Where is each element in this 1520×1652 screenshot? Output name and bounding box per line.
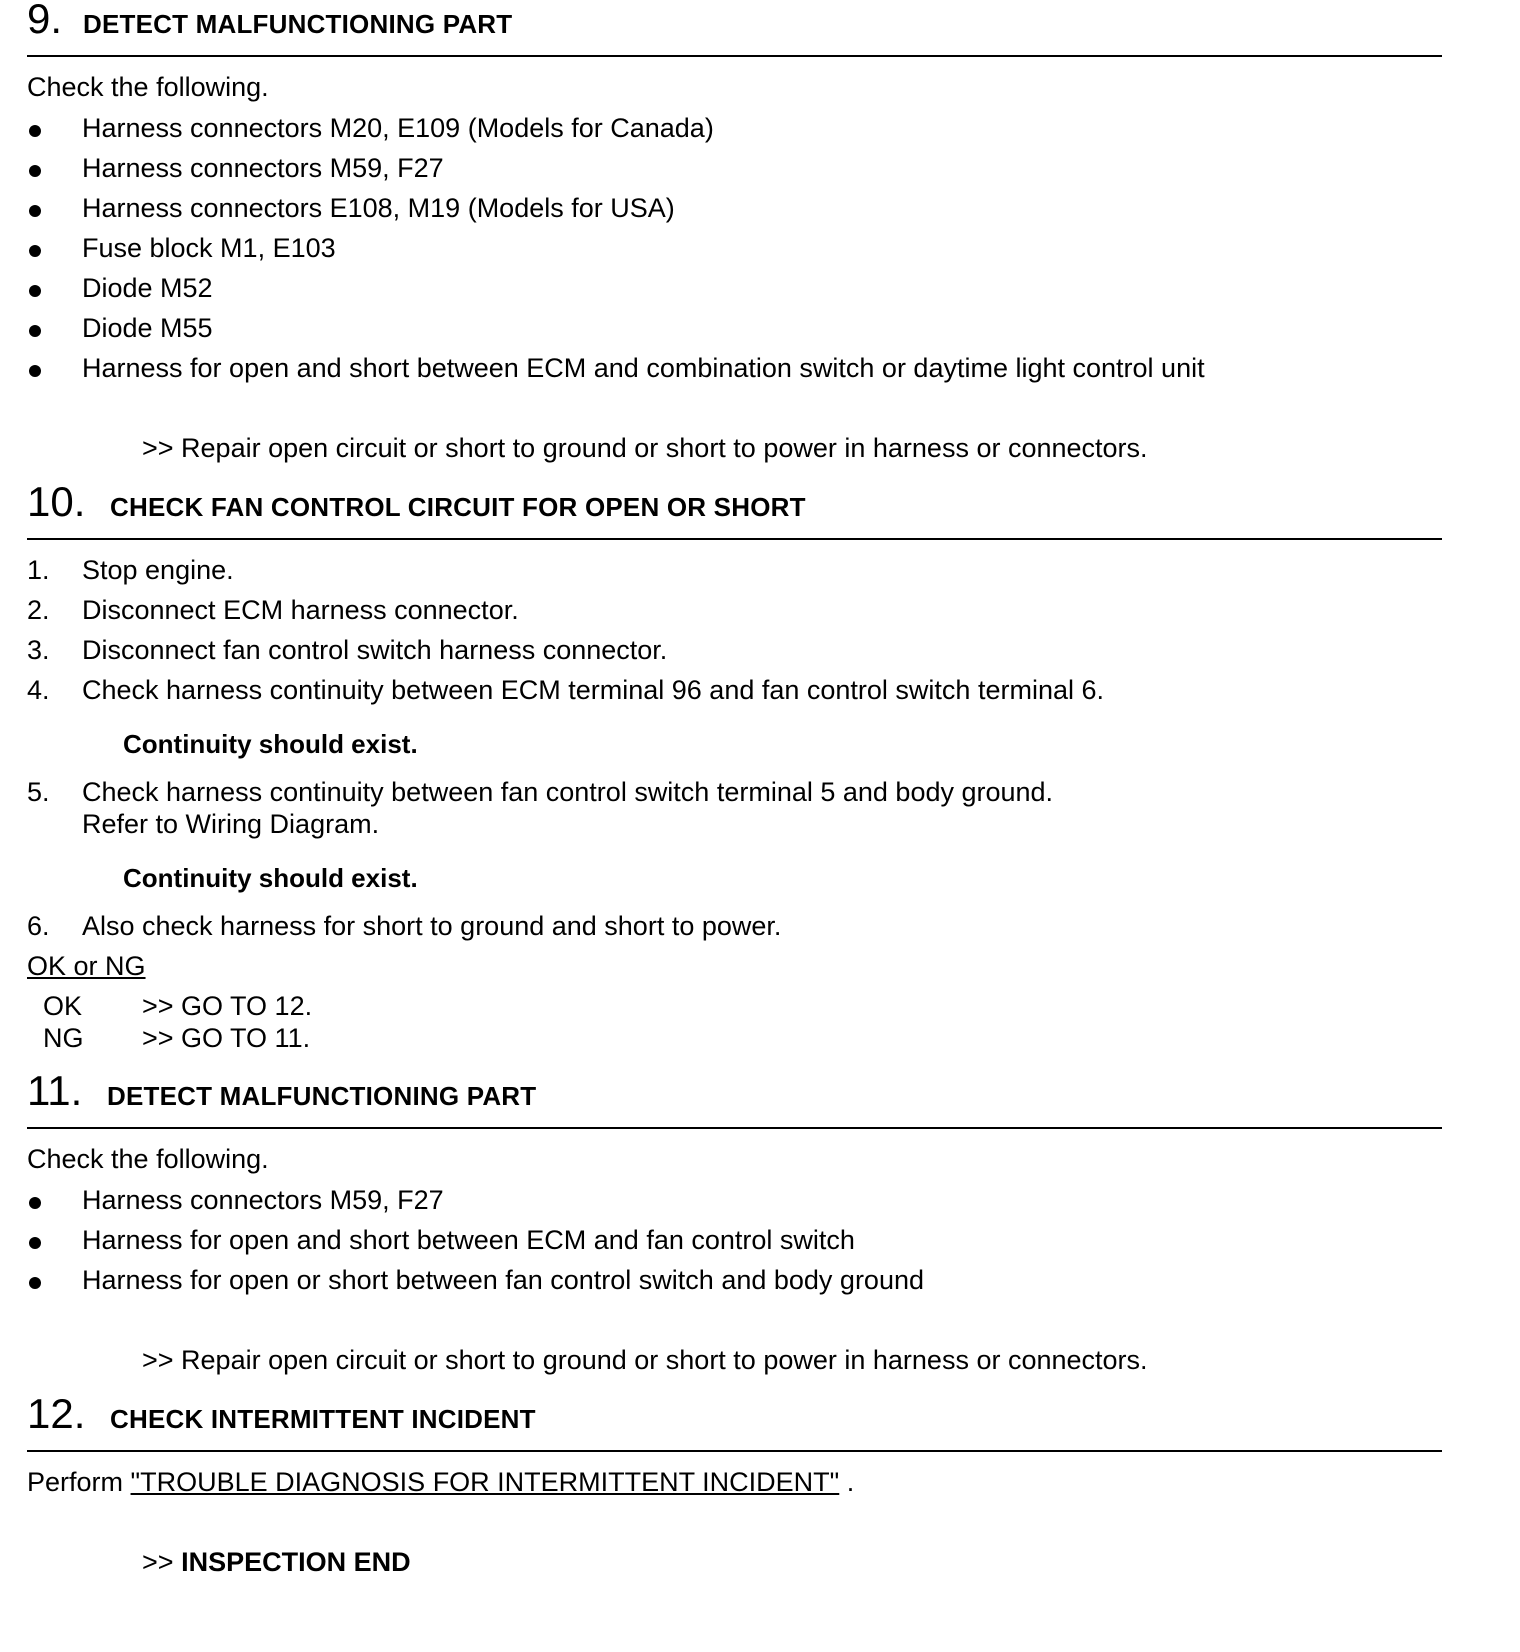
step-number: 4.	[27, 675, 50, 705]
step-number: 2.	[27, 595, 50, 625]
step-9-item: Fuse block M1, E103	[82, 233, 336, 263]
step-text: Disconnect ECM harness connector.	[82, 595, 519, 625]
step-number: 5.	[27, 777, 50, 807]
bullet-icon	[29, 205, 41, 217]
step-text: Stop engine.	[82, 555, 234, 585]
bullet-icon	[29, 1197, 41, 1209]
bullet-icon	[29, 165, 41, 177]
inspection-end	[142, 1546, 411, 1578]
step-10-heading	[27, 478, 1442, 527]
step-12-number: 12.	[27, 1390, 86, 1437]
ok-or-ng-label: OK or NG	[27, 951, 146, 981]
inspection-end-label: INSPECTION END	[181, 1547, 411, 1577]
trouble-diagnosis-link[interactable]: "TROUBLE DIAGNOSIS FOR INTERMITTENT INCIDENT"	[130, 1467, 840, 1497]
ng-result: >> GO TO 11.	[142, 1023, 311, 1053]
step-number: 3.	[27, 635, 50, 665]
step-9-title: DETECT MALFUNCTIONING PART	[83, 9, 513, 39]
step-12-heading	[27, 1390, 1442, 1439]
bullet-icon	[29, 325, 41, 337]
step-12-divider	[27, 1450, 1442, 1452]
ok-label: OK	[43, 991, 83, 1021]
step-9-item: Harness connectors M20, E109 (Models for Canada)	[82, 113, 714, 143]
step-9-number: 9.	[27, 0, 63, 42]
continuity-note: Continuity should exist.	[123, 863, 418, 893]
step-11-intro: Check the following.	[27, 1144, 269, 1174]
step-10-divider	[27, 538, 1442, 540]
perform-period: .	[846, 1467, 855, 1497]
step-11-divider	[27, 1127, 1442, 1129]
bullet-icon	[29, 1237, 41, 1249]
step-11-result: >> Repair open circuit or short to ground or short to power in harness or connectors.	[142, 1345, 1148, 1375]
step-11-heading	[27, 1067, 1442, 1116]
step-9-item: Diode M52	[82, 273, 213, 303]
perform-line	[27, 1466, 854, 1498]
step-9-result: >> Repair open circuit or short to ground or short to power in harness or connectors.	[142, 433, 1148, 463]
step-9-item: Diode M55	[82, 313, 213, 343]
step-text: Also check harness for short to ground and short to power.	[82, 911, 782, 941]
bullet-icon	[29, 1277, 41, 1289]
ng-label: NG	[43, 1023, 84, 1053]
perform-text: Perform	[27, 1467, 124, 1497]
step-number: 1.	[27, 555, 50, 585]
step-12-title: CHECK INTERMITTENT INCIDENT	[110, 1404, 536, 1434]
step-11-title: DETECT MALFUNCTIONING PART	[107, 1081, 537, 1111]
step-number: 6.	[27, 911, 50, 941]
step-9-heading	[27, 0, 1442, 44]
step-text: Disconnect fan control switch harness connector.	[82, 635, 668, 665]
ok-result: >> GO TO 12.	[142, 991, 313, 1021]
continuity-note: Continuity should exist.	[123, 729, 418, 759]
step-text-sub: Refer to Wiring Diagram.	[82, 809, 380, 839]
inspection-end-arrow: >>	[142, 1547, 174, 1577]
step-10-number: 10.	[27, 478, 86, 525]
step-text: Check harness continuity between fan control switch terminal 5 and body ground.	[82, 777, 1054, 807]
step-10-title: CHECK FAN CONTROL CIRCUIT FOR OPEN OR SHORT	[110, 492, 806, 522]
bullet-icon	[29, 245, 41, 257]
step-9-divider	[27, 55, 1442, 57]
step-11-item: Harness connectors M59, F27	[82, 1185, 444, 1215]
bullet-icon	[29, 285, 41, 297]
step-9-intro: Check the following.	[27, 72, 269, 102]
step-11-item: Harness for open and short between ECM and fan control switch	[82, 1225, 855, 1255]
bullet-icon	[29, 125, 41, 137]
step-11-item: Harness for open or short between fan control switch and body ground	[82, 1265, 924, 1295]
step-11-number: 11.	[27, 1067, 83, 1114]
step-9-item: Harness for open and short between ECM and combination switch or daytime light control unit	[82, 353, 1205, 383]
step-9-item: Harness connectors M59, F27	[82, 153, 444, 183]
bullet-icon	[29, 365, 41, 377]
step-9-item: Harness connectors E108, M19 (Models for USA)	[82, 193, 675, 223]
step-text: Check harness continuity between ECM terminal 96 and fan control switch terminal 6.	[82, 675, 1104, 705]
